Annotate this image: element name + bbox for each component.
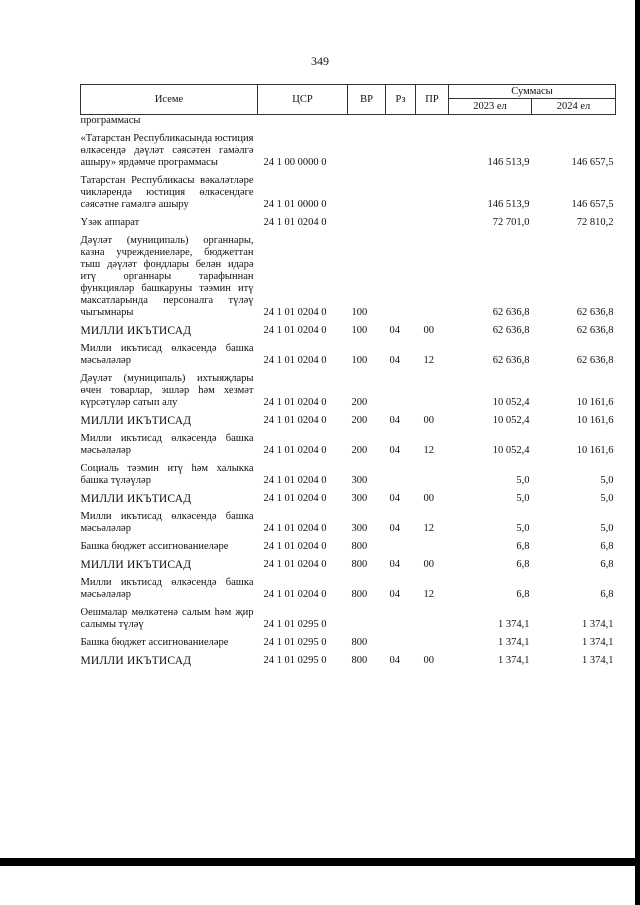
row-pr: 00 [423, 655, 434, 666]
row-csr: 24 1 01 0295 0 [263, 637, 327, 648]
row-sum-2023: 10 052,4 [492, 445, 530, 456]
row-pr [416, 229, 449, 319]
row-sum-2024: 146 657,5 [571, 157, 614, 168]
row-csr: 24 1 01 0295 0 [263, 619, 327, 630]
row-sum-2023: 10 052,4 [492, 415, 530, 426]
row-csr [258, 115, 348, 128]
row-name: Дәүләт (муниципаль) ихтыяҗлары өчен товарлар, эшләр һәм хезмәт күрсәтүләр сатып алу [80, 373, 254, 408]
row-vr [348, 211, 386, 229]
row-rz [386, 367, 416, 409]
table-row [81, 505, 616, 535]
row-name: МИЛЛИ ИКЪТИСАД [80, 415, 192, 427]
row-pr [416, 457, 449, 487]
row-name: Милли икътисад өлкәсендә башка мәсьәләләр [80, 343, 254, 366]
row-rz [386, 631, 416, 649]
row-name: Башка бюджет ассигнованиеләре [80, 637, 229, 648]
row-sum-2024: 6,8 [600, 541, 614, 552]
row-csr: 24 1 01 0204 0 [263, 541, 327, 552]
row-sum-2024: 1 374,1 [582, 619, 614, 630]
row-sum-2023: 146 513,9 [487, 199, 530, 210]
row-sum-2023: 6,8 [516, 559, 530, 570]
row-sum-2023 [449, 115, 532, 128]
table-header [81, 85, 616, 115]
row-vr: 100 [351, 325, 368, 336]
header-vr: ВР [348, 85, 386, 115]
row-pr [416, 169, 449, 211]
scan-edge-bottom [0, 858, 640, 866]
row-rz: 04 [389, 589, 400, 600]
row-pr: 00 [423, 493, 434, 504]
row-csr: 24 1 01 0204 0 [263, 475, 327, 486]
page-number: 349 [311, 54, 329, 68]
row-sum-2023: 10 052,4 [492, 397, 530, 408]
row-name: МИЛЛИ ИКЪТИСАД [80, 325, 192, 337]
row-vr: 200 [351, 397, 368, 408]
row-pr [416, 601, 449, 631]
row-vr: 300 [351, 493, 368, 504]
row-sum-2024: 6,8 [600, 559, 614, 570]
header-sums: Суммасы [449, 85, 616, 99]
row-csr: 24 1 01 0204 0 [263, 415, 327, 426]
row-vr: 100 [351, 307, 368, 318]
row-csr: 24 1 01 0204 0 [263, 325, 327, 336]
row-csr: 24 1 01 0204 0 [263, 397, 327, 408]
header-name: Исеме [81, 85, 258, 115]
row-sum-2024: 146 657,5 [571, 199, 614, 210]
table-row [81, 535, 616, 553]
row-vr: 800 [351, 589, 368, 600]
row-name: Милли икътисад өлкәсендә башка мәсьәләләр [80, 577, 254, 600]
row-sum-2024: 1 374,1 [582, 655, 614, 666]
row-sum-2023: 6,8 [516, 589, 530, 600]
row-csr: 24 1 01 0204 0 [263, 523, 327, 534]
row-sum-2023: 5,0 [516, 523, 530, 534]
scan-edge-right [635, 0, 640, 905]
table-row [81, 409, 616, 427]
row-csr: 24 1 01 0204 0 [263, 445, 327, 456]
table-row [81, 169, 616, 211]
row-rz [386, 535, 416, 553]
row-sum-2023: 1 374,1 [498, 637, 530, 648]
row-pr [416, 535, 449, 553]
row-name: программасы [80, 115, 141, 126]
row-rz: 04 [389, 445, 400, 456]
row-csr: 24 1 01 0204 0 [263, 589, 327, 600]
row-name: Башка бюджет ассигнованиеләре [80, 541, 229, 552]
table-row [81, 427, 616, 457]
row-csr: 24 1 01 0204 0 [263, 355, 327, 366]
row-sum-2024: 10 161,6 [576, 415, 614, 426]
row-rz: 04 [389, 325, 400, 336]
row-rz: 04 [389, 493, 400, 504]
row-sum-2023: 62 636,8 [492, 307, 530, 318]
row-pr: 00 [423, 325, 434, 336]
row-rz [386, 211, 416, 229]
table-row [81, 457, 616, 487]
table-row [81, 211, 616, 229]
row-name: «Татарстан Республикасында юстиция өлкәсендә дәүләт сәясәтен гамәлгә ашыру» ярдәмче программасы [80, 133, 254, 168]
row-rz [386, 457, 416, 487]
row-name: Татарстан Республикасы вәкаләтләре чикләрендә юстиция өлкәсендәге сәясәтне гамәлгә ашыру [80, 175, 254, 210]
table-row [81, 631, 616, 649]
header-pr: ПР [416, 85, 449, 115]
row-vr: 800 [351, 541, 368, 552]
table-row [81, 115, 616, 128]
row-csr: 24 1 01 0295 0 [263, 655, 327, 666]
table-row [81, 649, 616, 667]
row-pr [416, 367, 449, 409]
row-rz: 04 [389, 559, 400, 570]
row-vr [348, 127, 386, 169]
row-sum-2023: 5,0 [516, 493, 530, 504]
row-sum-2023: 146 513,9 [487, 157, 530, 168]
table-row [81, 367, 616, 409]
row-rz: 04 [389, 523, 400, 534]
row-pr: 00 [423, 415, 434, 426]
row-pr [416, 211, 449, 229]
row-name: Үзәк аппарат [80, 217, 140, 228]
row-sum-2024: 1 374,1 [582, 637, 614, 648]
row-sum-2023: 62 636,8 [492, 355, 530, 366]
row-csr: 24 1 01 0204 0 [263, 307, 327, 318]
row-name: Милли икътисад өлкәсендә башка мәсьәләләр [80, 511, 254, 534]
table-row [81, 319, 616, 337]
table-row [81, 553, 616, 571]
row-csr: 24 1 01 0204 0 [263, 559, 327, 570]
budget-table [80, 84, 616, 667]
row-sum-2024: 5,0 [600, 523, 614, 534]
row-sum-2023: 1 374,1 [498, 655, 530, 666]
row-sum-2023: 5,0 [516, 475, 530, 486]
row-vr: 300 [351, 475, 368, 486]
row-vr [348, 115, 386, 128]
row-name: МИЛЛИ ИКЪТИСАД [80, 655, 192, 667]
row-csr: 24 1 00 0000 0 [263, 157, 327, 168]
row-csr: 24 1 01 0000 0 [263, 199, 327, 210]
row-sum-2023: 72 701,0 [492, 217, 530, 228]
row-rz [386, 127, 416, 169]
table-row [81, 127, 616, 169]
row-pr [416, 631, 449, 649]
row-pr [416, 127, 449, 169]
row-vr: 800 [351, 559, 368, 570]
row-vr: 800 [351, 655, 368, 666]
row-vr [348, 169, 386, 211]
row-rz: 04 [389, 415, 400, 426]
table-row [81, 571, 616, 601]
row-pr: 12 [423, 589, 434, 600]
row-rz [386, 169, 416, 211]
table-row [81, 487, 616, 505]
row-rz [386, 115, 416, 128]
row-rz: 04 [389, 355, 400, 366]
row-vr: 800 [351, 637, 368, 648]
row-sum-2024 [532, 115, 616, 128]
row-csr: 24 1 01 0204 0 [263, 493, 327, 504]
table-row [81, 337, 616, 367]
row-name: Милли икътисад өлкәсендә башка мәсьәләләр [80, 433, 254, 456]
row-vr [348, 601, 386, 631]
header-rz: Рз [386, 85, 416, 115]
row-name: Дәүләт (муниципаль) органнары, казна учреждениеләре, бюджеттан тыш дәүләт фондлары белән идарә итү органнары тарафыннан функцияләр башкаруны тәэмин итү максатларында персоналга түләү чыгымнары [80, 235, 254, 318]
row-name: Социаль тәэмин итү һәм халыкка башка түләүләр [80, 463, 254, 486]
table-row [81, 601, 616, 631]
row-pr: 12 [423, 523, 434, 534]
row-csr: 24 1 01 0204 0 [263, 217, 327, 228]
row-pr: 00 [423, 559, 434, 570]
row-sum-2023: 1 374,1 [498, 619, 530, 630]
row-sum-2024: 6,8 [600, 589, 614, 600]
header-year-2023: 2023 ел [449, 99, 532, 115]
row-vr: 100 [351, 355, 368, 366]
row-sum-2024: 62 636,8 [576, 307, 614, 318]
row-pr [416, 115, 449, 128]
row-sum-2024: 62 636,8 [576, 325, 614, 336]
row-pr: 12 [423, 355, 434, 366]
row-sum-2024: 62 636,8 [576, 355, 614, 366]
row-vr: 200 [351, 415, 368, 426]
row-rz [386, 601, 416, 631]
header-csr: ЦСР [258, 85, 348, 115]
row-vr: 300 [351, 523, 368, 534]
row-sum-2023: 6,8 [516, 541, 530, 552]
row-name: Оешмалар мөлкәтенә салым һәм җир салымы түләү [80, 607, 254, 630]
row-sum-2024: 5,0 [600, 493, 614, 504]
row-rz: 04 [389, 655, 400, 666]
table-row [81, 229, 616, 319]
row-rz [386, 229, 416, 319]
row-sum-2023: 62 636,8 [492, 325, 530, 336]
row-pr: 12 [423, 445, 434, 456]
row-sum-2024: 5,0 [600, 475, 614, 486]
header-year-2024: 2024 ел [532, 99, 616, 115]
row-name: МИЛЛИ ИКЪТИСАД [80, 559, 192, 571]
table-body [81, 115, 616, 668]
row-vr: 200 [351, 445, 368, 456]
row-sum-2024: 10 161,6 [576, 397, 614, 408]
row-name: МИЛЛИ ИКЪТИСАД [80, 493, 192, 505]
row-sum-2024: 72 810,2 [576, 217, 614, 228]
row-sum-2024: 10 161,6 [576, 445, 614, 456]
